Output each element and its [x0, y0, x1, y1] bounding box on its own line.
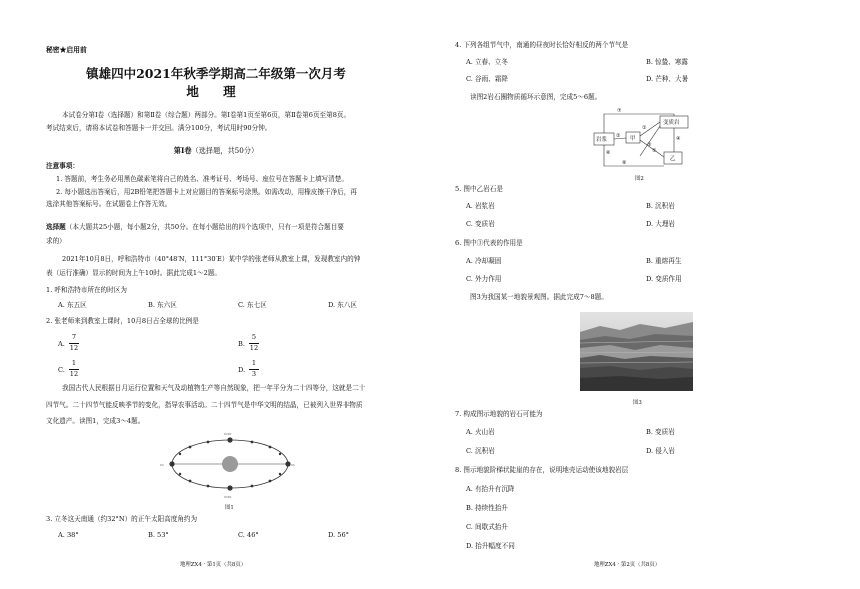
- q1-option-a[interactable]: A. 东五区: [58, 301, 87, 309]
- q1-option-d[interactable]: D. 东八区: [328, 301, 358, 309]
- fig2-num-7: ⑦: [617, 108, 622, 114]
- q4-option-a[interactable]: A. 立春、立冬: [466, 58, 508, 66]
- section-note: （选择题，共50分）: [191, 146, 259, 155]
- q2-c-label: C.: [58, 366, 65, 374]
- subject-title: 地 理: [186, 84, 246, 99]
- passage-2c: 文化遗产。读图1，完成3～4题。: [46, 417, 145, 425]
- svg-text:▭: ▭: [160, 462, 164, 467]
- q2-b-num: 5: [251, 333, 257, 341]
- q7-option-d[interactable]: D. 侵入岩: [646, 447, 676, 455]
- fig2-yi-label: 乙: [670, 156, 676, 162]
- notice-title: 注意事项：: [46, 162, 79, 170]
- q8-option-b[interactable]: B. 持续性抬升: [466, 504, 509, 512]
- section-label: 第Ⅰ卷: [173, 146, 192, 155]
- q5-option-a[interactable]: A. 岩浆岩: [466, 202, 495, 210]
- q2-a-den: 12: [69, 344, 79, 352]
- q2-b-den: 12: [249, 344, 259, 352]
- passage-1b: 表（运行准确）显示的时间为上午10时。据此完成1～2题。: [46, 269, 222, 277]
- question-3: 3. 立冬这天南通（约32°N）的正午太阳高度角约为: [46, 515, 198, 523]
- figure-1-caption: 图1: [225, 505, 234, 511]
- q8-option-c[interactable]: C. 间歇式抬升: [466, 523, 508, 531]
- q8-option-a[interactable]: A. 有抬升有沉降: [466, 485, 515, 493]
- notice-2a: 2. 每小题选出答案后，用2B铅笔把答题卡上对应题目的答案标号涂黑。如需改动，用橡皮擦干净后，再: [56, 188, 357, 196]
- question-6: 6. 图中③代表的作用是: [455, 239, 523, 247]
- choice-head-label: 选择题: [46, 223, 66, 231]
- q2-c-num: 1: [71, 359, 77, 367]
- q4-option-d[interactable]: D. 芒种、大暑: [646, 75, 689, 83]
- passage-1a: 2021年10月8日，呼和浩特市（40°48′N，111°30′E）某中学的张老师从教室上课，发现教室内的钟: [62, 255, 361, 263]
- svg-text:▭: ▭: [291, 462, 295, 467]
- exam-title: 镇雄四中2021年秋季学期高二年级第一次月考: [86, 66, 346, 81]
- intro-line-2: 考试结束后，请将本试卷和答题卡一并交回。满分100分，考试用时90分钟。: [46, 124, 272, 132]
- fig2-num-5: ⑤: [652, 148, 657, 154]
- fig2-num-4: ④: [676, 136, 681, 142]
- q3-option-d[interactable]: D. 56°: [328, 531, 349, 539]
- passage-4: 图3为我国某一地貌景观图。据此完成7～8题。: [470, 293, 608, 301]
- svg-text:▭▭: ▭▭: [224, 494, 232, 499]
- q6-option-c[interactable]: C. 外力作用: [466, 275, 502, 283]
- fig2-num-8: ⑧: [622, 160, 627, 166]
- question-1: 1. 呼和浩特市所在的时区为: [46, 286, 127, 294]
- fig2-metamorphic-label: 变质岩: [663, 120, 680, 126]
- notice-1: 1. 答题前，考生务必用黑色碳素笔将自己的姓名、准考证号、考场号、座位号在答题卡上填写清楚。: [56, 175, 348, 183]
- fig2-num-6: ⑥: [606, 150, 611, 156]
- figure-1-orbit-diagram: [160, 430, 300, 500]
- fig2-magma-label: 岩浆: [596, 137, 608, 143]
- passage-3: 读图2岩石圈物质循环示意图，完成5～6题。: [470, 93, 602, 101]
- q3-option-c[interactable]: C. 46°: [238, 531, 259, 539]
- choice-head-text: （本大题共25小题，每小题2分，共50分。在每小题给出的四个选项中，只有一项是符合题目要: [65, 223, 344, 231]
- passage-2b: 四节气。二十四节气能反映季节的变化，指导农事活动。二十四节气是中华文明的结晶，已被列入世界非物质: [46, 401, 363, 409]
- question-7: 7. 构成图示地貌的岩石可能为: [455, 410, 543, 418]
- q2-c-den: 12: [69, 370, 79, 378]
- q1-option-b[interactable]: B. 东六区: [148, 301, 177, 309]
- notice-2b: 选涂其他答案标号。在试题卷上作答无效。: [46, 200, 172, 208]
- q7-option-a[interactable]: A. 火山岩: [466, 428, 495, 436]
- figure-3-landscape-photo: [580, 312, 693, 391]
- question-5: 5. 图中乙岩石是: [455, 185, 503, 193]
- q2-a-label: A.: [58, 340, 65, 348]
- q3-option-a[interactable]: A. 38°: [58, 531, 79, 539]
- question-4: 4. 下列各组节气中，南通的昼夜时长恰好相反的两个节气是: [455, 41, 629, 49]
- choice-header-cont: 求的）: [46, 237, 66, 245]
- q4-option-c[interactable]: C. 谷雨、霜降: [466, 75, 508, 83]
- section-heading: [0, 146, 432, 156]
- q2-b-label: B.: [238, 340, 245, 348]
- q7-option-c[interactable]: C. 沉积岩: [466, 447, 495, 455]
- question-8: 8. 图示地貌阶梯状陡崖的存在，说明地壳运动使该地貌岩层: [455, 466, 629, 474]
- q6-option-d[interactable]: D. 变质作用: [646, 275, 682, 283]
- choice-header: [46, 224, 344, 232]
- fig2-jia-label: 甲: [630, 136, 636, 142]
- fig2-num-1: ①: [642, 125, 647, 131]
- q2-a-num: 7: [71, 333, 77, 341]
- intro-line-1: 本试卷分第Ⅰ卷（选择题）和第Ⅱ卷（综合题）两部分。第Ⅰ卷第1页至第6页，第Ⅱ卷第6页至第8页。: [62, 111, 351, 119]
- fig2-num-2: ②: [616, 133, 621, 139]
- secret-label: 秘密★启用前: [46, 46, 87, 54]
- q5-option-b[interactable]: B. 沉积岩: [646, 202, 675, 210]
- q3-option-b[interactable]: B. 53°: [148, 531, 169, 539]
- q5-option-c[interactable]: C. 变质岩: [466, 220, 495, 228]
- q2-d-den: 3: [251, 370, 257, 378]
- q6-option-b[interactable]: B. 重熔再生: [646, 257, 682, 265]
- q7-option-b[interactable]: B. 变质岩: [646, 428, 675, 436]
- left-page-footer: 地理ZX4 · 第1页（共8页）: [180, 562, 247, 568]
- fig2-num-3: ③: [647, 142, 652, 148]
- q2-d-num: 1: [251, 359, 257, 367]
- question-2: 2. 张老师来到教室上课时，10月8日占全球的比例是: [46, 317, 199, 325]
- q6-option-a[interactable]: A. 冷却凝固: [466, 257, 502, 265]
- figure-2-rock-cycle: [592, 108, 692, 170]
- q2-d-label: D.: [238, 366, 246, 374]
- q4-option-b[interactable]: B. 惊蛰、寒露: [646, 58, 689, 66]
- right-page-footer: 地理ZX4 · 第2页（共8页）: [594, 562, 661, 568]
- svg-text:▭▭: ▭▭: [224, 431, 232, 436]
- passage-2a: 我国古代人民根据日月运行位置和天气及动植物生产等自然现象，把一年平分为二十四等分，这就是二十: [62, 384, 366, 392]
- figure-2-caption: 图2: [635, 176, 644, 182]
- q8-option-d[interactable]: D. 抬升幅度不同: [466, 542, 515, 550]
- q5-option-d[interactable]: D. 大理岩: [646, 220, 676, 228]
- figure-3-caption: 图3: [633, 400, 642, 406]
- q1-option-c[interactable]: C. 东七区: [238, 301, 267, 309]
